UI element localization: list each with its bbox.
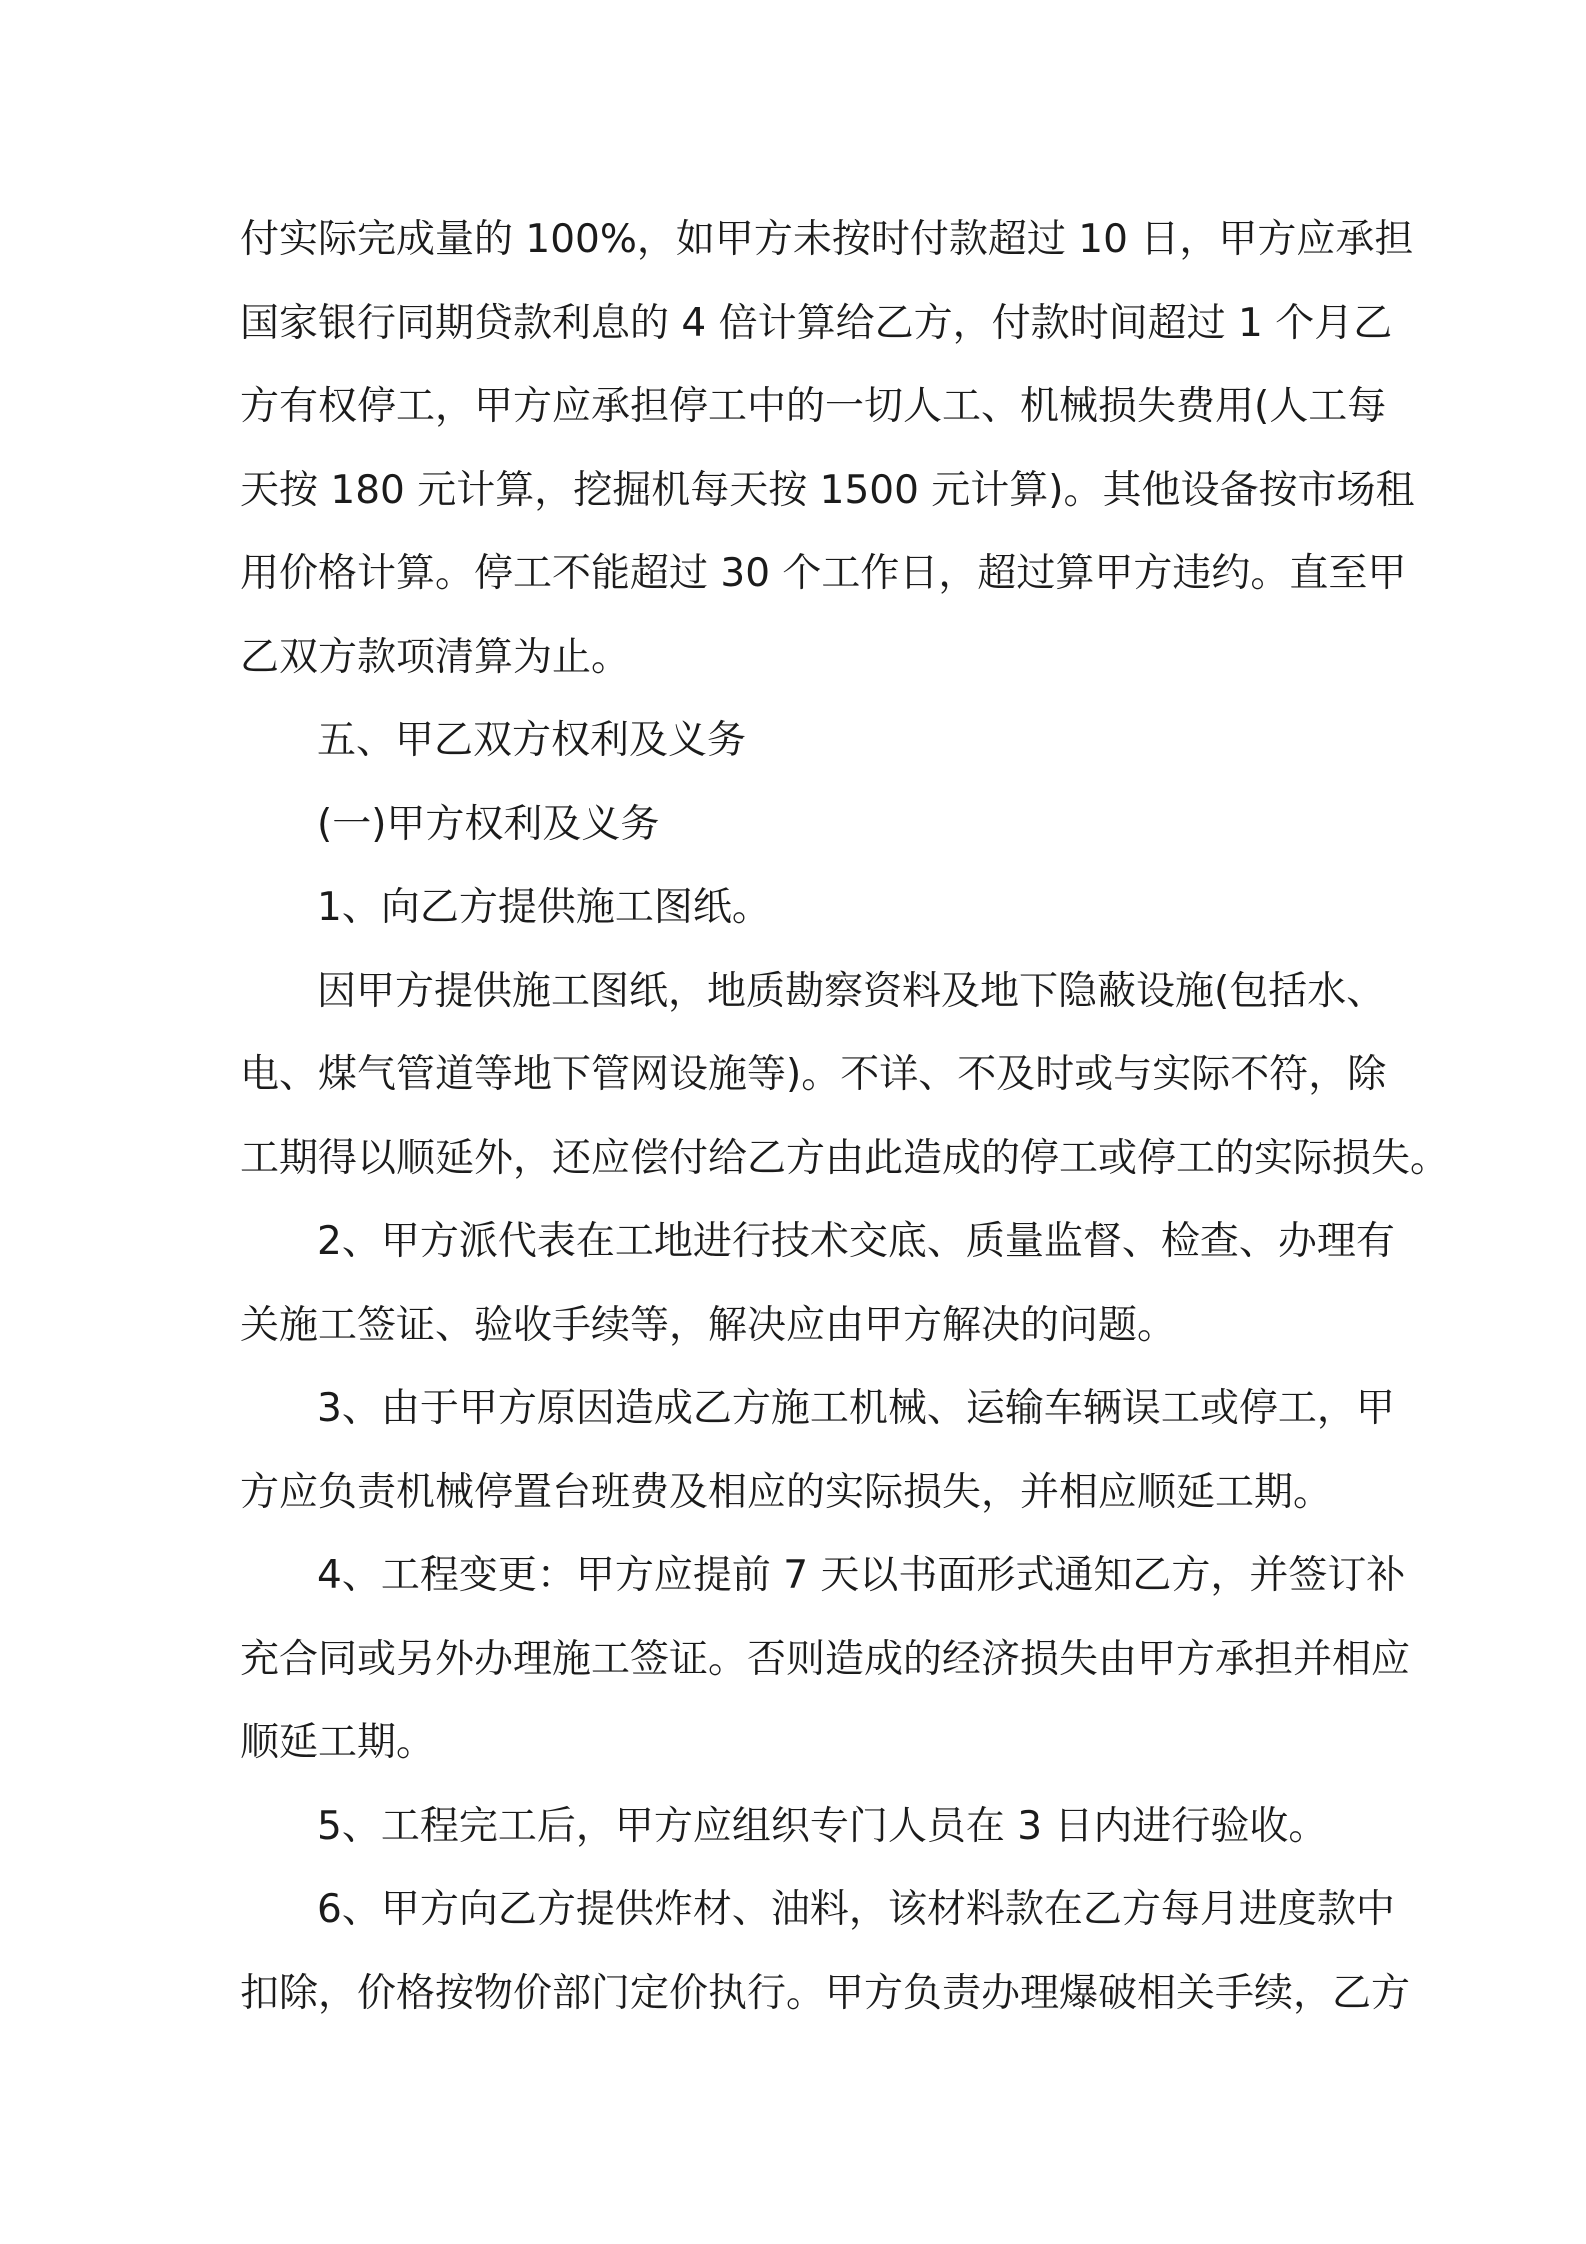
text-line: 扣除，价格按物价部门定价执行。甲方负责办理爆破相关手续，乙方: [240, 1970, 1411, 2016]
subsection-heading: (一)甲方权利及义务: [317, 801, 660, 847]
clause-item: 4、工程变更：甲方应提前 7 天以书面形式通知乙方，并签订补: [317, 1553, 1406, 1598]
clause-item: 3、由于甲方原因造成乙方施工机械、运输车辆误工或停工，甲: [317, 1386, 1395, 1431]
text-line: 工期得以顺延外，还应偿付给乙方由此造成的停工或停工的实际损失。: [240, 1135, 1450, 1181]
text-line: 顺延工期。: [240, 1720, 436, 1765]
clause-item: 5、工程完工后，甲方应组织专门人员在 3 日内进行验收。: [317, 1803, 1328, 1849]
text-line: 关施工签证、验收手续等，解决应由甲方解决的问题。: [240, 1302, 1177, 1348]
text-line: 电、煤气管道等地下管网设施等)。不详、不及时或与实际不符，除: [240, 1052, 1387, 1097]
clause-item: 2、甲方派代表在工地进行技术交底、质量监督、检查、办理有: [317, 1219, 1395, 1264]
clause-item: 1、向乙方提供施工图纸。: [317, 885, 771, 930]
document-body: [240, 198, 1450, 2035]
clause-item: 6、甲方向乙方提供炸材、油料，该材料款在乙方每月进度款中: [317, 1887, 1395, 1932]
text-line: 充合同或另外办理施工签证。否则造成的经济损失由甲方承担并相应: [240, 1636, 1411, 1682]
text-line: 因甲方提供施工图纸，地质勘察资料及地下隐蔽设施(包括水、: [317, 968, 1386, 1014]
text-line: 方应负责机械停置台班费及相应的实际损失，并相应顺延工期。: [240, 1469, 1333, 1515]
text-line: 付实际完成量的 100%，如甲方未按时付款超过 10 日，甲方应承担: [240, 217, 1414, 262]
text-line: 乙双方款项清算为止。: [240, 634, 631, 680]
text-line: 用价格计算。停工不能超过 30 个工作日，超过算甲方违约。直至甲: [240, 551, 1407, 596]
text-line: 方有权停工，甲方应承担停工中的一切人工、机械损失费用(人工每: [240, 384, 1387, 429]
section-heading: 五、甲乙双方权利及义务: [317, 718, 747, 763]
text-line: 天按 180 元计算，挖掘机每天按 1500 元计算)。其他设备按市场租: [240, 467, 1415, 513]
text-line: 国家银行同期贷款利息的 4 倍计算给乙方，付款时间超过 1 个月乙: [240, 300, 1393, 346]
